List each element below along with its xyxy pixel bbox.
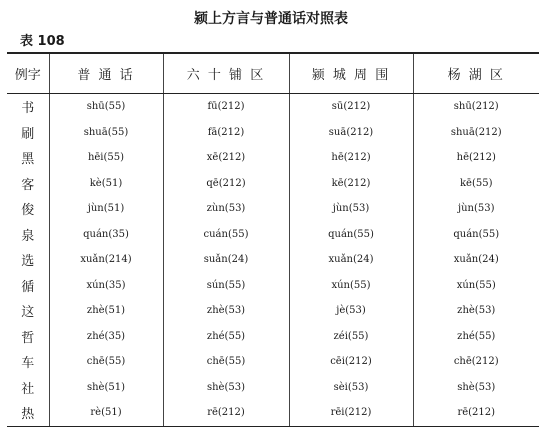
table-row	[7, 375, 539, 401]
mandarin-cell: hēi(55)	[49, 145, 163, 171]
liushipu-cell: rē(212)	[163, 400, 289, 426]
table-row	[7, 273, 539, 299]
table-row	[7, 171, 539, 197]
example-char-cell: 客	[21, 177, 35, 193]
yingcheng-cell: jè(53)	[289, 298, 413, 324]
yingcheng-cell: xún(55)	[289, 273, 413, 299]
table-row	[7, 298, 539, 324]
liushipu-cell: xē(212)	[163, 145, 289, 171]
yingcheng-cell: rēi(212)	[289, 400, 413, 426]
mandarin-cell: zhé(35)	[49, 324, 163, 350]
header-liushipu: 六 十 铺 区	[163, 53, 289, 94]
yanghu-cell: chē(212)	[413, 349, 539, 375]
mandarin-cell: shè(51)	[49, 375, 163, 401]
example-char-cell: 哲	[21, 330, 35, 346]
liushipu-cell: suǎn(24)	[163, 247, 289, 273]
mandarin-cell: kè(51)	[49, 171, 163, 197]
liushipu-cell: zhé(55)	[163, 324, 289, 350]
example-char-cell: 车	[21, 356, 35, 372]
header-mandarin: 普 通 话	[49, 53, 163, 94]
yingcheng-cell: sū(212)	[289, 94, 413, 120]
example-char-cell: 泉	[21, 228, 35, 244]
yanghu-cell: quán(55)	[413, 222, 539, 248]
example-char-cell: 刷	[21, 126, 35, 142]
liushipu-cell: shè(53)	[163, 375, 289, 401]
example-char-cell: 这	[21, 305, 35, 321]
example-char-cell: 循	[21, 279, 35, 295]
table-row	[7, 94, 539, 120]
mandarin-cell: shuā(55)	[49, 120, 163, 146]
table-body	[7, 94, 539, 427]
yingcheng-cell: xuǎn(24)	[289, 247, 413, 273]
table-row	[7, 324, 539, 350]
liushipu-cell: sún(55)	[163, 273, 289, 299]
header-row	[7, 53, 539, 94]
yanghu-cell: zhè(53)	[413, 298, 539, 324]
yingcheng-cell: jùn(53)	[289, 196, 413, 222]
table-row	[7, 400, 539, 426]
yanghu-cell: kē(55)	[413, 171, 539, 197]
comparison-table	[7, 52, 539, 427]
example-char-cell: 热	[7, 400, 49, 426]
mandarin-cell: shū(55)	[49, 94, 163, 120]
table-row	[7, 145, 539, 171]
yanghu-cell: shè(53)	[413, 375, 539, 401]
yingcheng-cell: kē(212)	[289, 171, 413, 197]
mandarin-cell: jùn(51)	[49, 196, 163, 222]
table-row	[7, 222, 539, 248]
yingcheng-cell: hē(212)	[289, 145, 413, 171]
table-row	[7, 247, 539, 273]
liushipu-cell: zhè(53)	[163, 298, 289, 324]
liushipu-cell: fā(212)	[163, 120, 289, 146]
liushipu-cell: zùn(53)	[163, 196, 289, 222]
yingcheng-cell: sèi(53)	[289, 375, 413, 401]
table-row	[7, 196, 539, 222]
example-char-cell: 俊	[21, 203, 35, 219]
mandarin-cell: xuǎn(214)	[49, 247, 163, 273]
example-char-cell: 书	[21, 101, 35, 117]
header-yanghu: 杨 湖 区	[413, 53, 539, 94]
yanghu-cell: xuǎn(24)	[413, 247, 539, 273]
liushipu-cell: chē(55)	[163, 349, 289, 375]
yanghu-cell: shū(212)	[413, 94, 539, 120]
yanghu-cell: hē(212)	[413, 145, 539, 171]
mandarin-cell: chē(55)	[49, 349, 163, 375]
yanghu-cell: jùn(53)	[413, 196, 539, 222]
yanghu-cell: zhé(55)	[413, 324, 539, 350]
yanghu-cell: xún(55)	[413, 273, 539, 299]
example-char-cell: 选	[21, 254, 35, 270]
yingcheng-cell: quán(55)	[289, 222, 413, 248]
mandarin-cell: quán(35)	[49, 222, 163, 248]
liushipu-cell: qē(212)	[163, 171, 289, 197]
example-char-cell: 黑	[21, 152, 35, 168]
table-row	[7, 349, 539, 375]
yanghu-cell: rē(212)	[413, 400, 539, 426]
liushipu-cell: cuán(55)	[163, 222, 289, 248]
yanghu-cell: shuā(212)	[413, 120, 539, 146]
page-title: 颍上方言与普通话对照表	[194, 11, 348, 27]
table-row	[7, 120, 539, 146]
mandarin-cell: xún(35)	[49, 273, 163, 299]
header-example-char: 例字	[7, 53, 49, 94]
header-yingcheng: 颍 城 周 围	[289, 53, 413, 94]
example-char-cell: 社	[21, 381, 35, 397]
table-label: 表 108	[20, 34, 65, 49]
yingcheng-cell: suā(212)	[289, 120, 413, 146]
mandarin-cell: rè(51)	[49, 400, 163, 426]
mandarin-cell: zhè(51)	[49, 298, 163, 324]
yingcheng-cell: cēi(212)	[289, 349, 413, 375]
liushipu-cell: fū(212)	[163, 94, 289, 120]
yingcheng-cell: zéi(55)	[289, 324, 413, 350]
